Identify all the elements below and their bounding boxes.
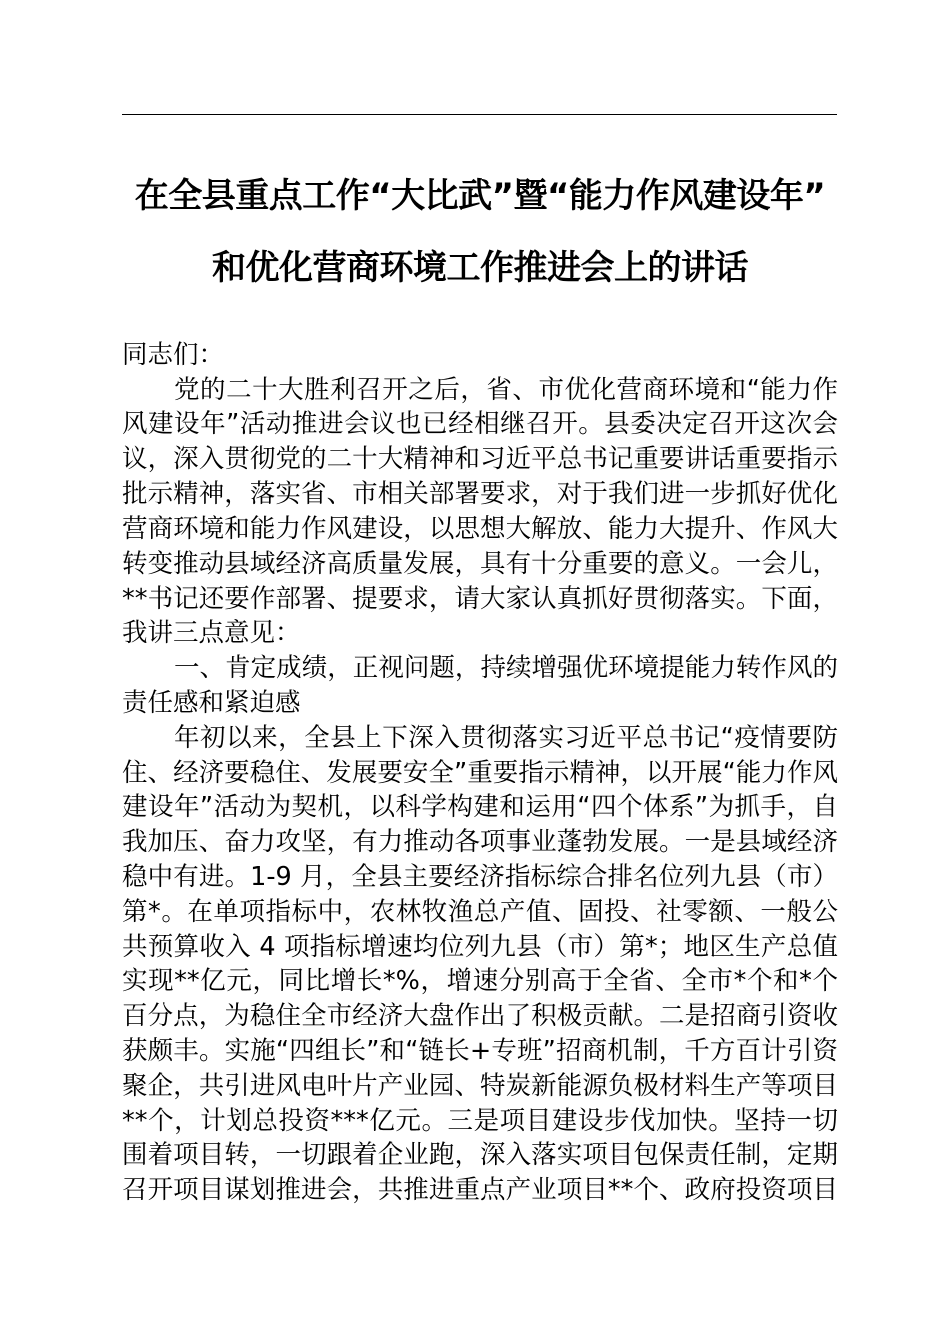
paragraph-line: 稳中有进。1-9 月，全县主要经济指标综合排名位列九县（市） bbox=[122, 862, 838, 892]
header-rule bbox=[122, 114, 837, 115]
document-title-line-2: 和优化营商环境工作推进会上的讲话 bbox=[212, 248, 748, 288]
salutation: 同志们： bbox=[122, 340, 225, 370]
paragraph-line: 建设年”活动为契机，以科学构建和运用“四个体系”为抓手，自 bbox=[122, 792, 838, 822]
paragraph-line: 围着项目转，一切跟着企业跑，深入落实项目包保责任制，定期 bbox=[122, 1140, 838, 1170]
document-title-line-1: 在全县重点工作“大比武”暨“能力作风建设年” bbox=[134, 176, 826, 216]
paragraph-line: 营商环境和能力作风建设，以思想大解放、能力大提升、作风大 bbox=[122, 514, 838, 544]
paragraph-line: 第*。在单项指标中，农林牧渔总产值、固投、社零额、一般公 bbox=[122, 897, 838, 927]
paragraph-line: 年初以来，全县上下深入贯彻落实习近平总书记“疫情要防 bbox=[174, 723, 838, 753]
paragraph-line: 获颇丰。实施“四组长”和“链长+专班”招商机制，千方百计引资 bbox=[122, 1036, 838, 1066]
paragraph-line: 转变推动县域经济高质量发展，具有十分重要的意义。一会儿， bbox=[122, 549, 838, 579]
paragraph-line: **个，计划总投资***亿元。三是项目建设步伐加快。坚持一切 bbox=[122, 1106, 838, 1136]
paragraph-line: 实现**亿元，同比增长*%，增速分别高于全省、全市*个和*个 bbox=[122, 966, 838, 996]
paragraph-line: **书记还要作部署、提要求，请大家认真抓好贯彻落实。下面， bbox=[122, 584, 838, 614]
paragraph-line: 风建设年”活动推进会议也已经相继召开。县委决定召开这次会 bbox=[122, 409, 838, 439]
section-heading-line: 责任感和紧迫感 bbox=[122, 688, 301, 718]
paragraph-line: 共预算收入 4 项指标增速均位列九县（市）第*；地区生产总值 bbox=[122, 932, 838, 962]
paragraph-line: 批示精神，落实省、市相关部署要求，对于我们进一步抓好优化 bbox=[122, 479, 838, 509]
paragraph-line: 百分点，为稳住全市经济大盘作出了积极贡献。二是招商引资收 bbox=[122, 1001, 838, 1031]
paragraph-line: 聚企，共引进风电叶片产业园、特炭新能源负极材料生产等项目 bbox=[122, 1071, 838, 1101]
section-heading-line: 一、肯定成绩，正视问题，持续增强优环境提能力转作风的 bbox=[174, 653, 838, 683]
paragraph-line: 党的二十大胜利召开之后，省、市优化营商环境和“能力作 bbox=[174, 375, 838, 405]
paragraph-line: 召开项目谋划推进会，共推进重点产业项目**个、政府投资项目 bbox=[122, 1175, 838, 1205]
paragraph-line: 住、经济要稳住、发展要安全”重要指示精神，以开展“能力作风 bbox=[122, 758, 838, 788]
paragraph-line: 议，深入贯彻党的二十大精神和习近平总书记重要讲话重要指示 bbox=[122, 444, 838, 474]
paragraph-line: 我讲三点意见： bbox=[122, 618, 301, 648]
paragraph-line: 我加压、奋力攻坚，有力推动各项事业蓬勃发展。一是县域经济 bbox=[122, 827, 838, 857]
